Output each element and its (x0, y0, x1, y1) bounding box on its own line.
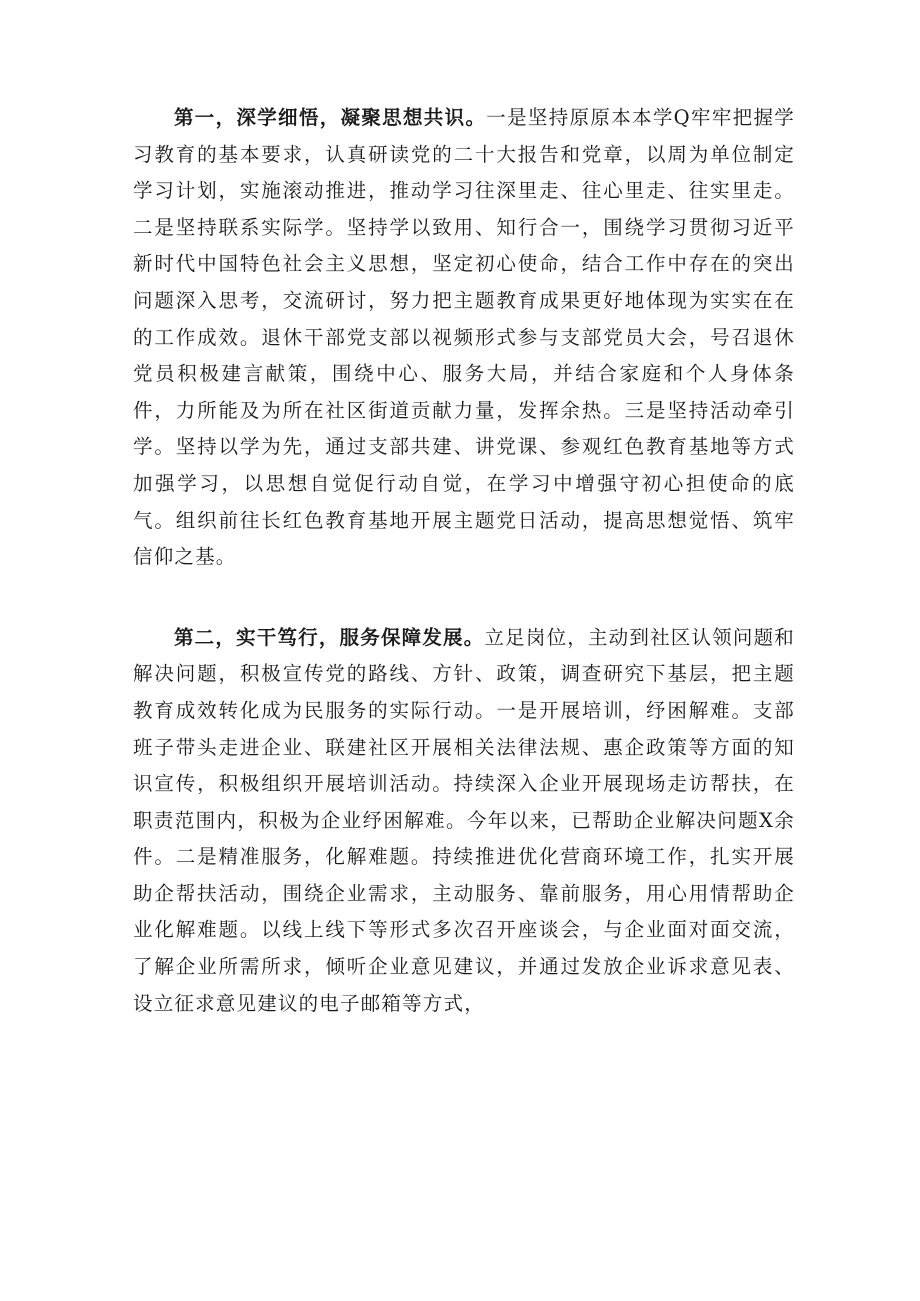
paragraph-body: 一是坚持原原本本学Q牢牢把握学习教育的基本要求，认真研读党的二十大报告和党章，以周为单位制定学习计划，实施滚动推进，推动学习往深里走、往心里走、往实里走。二是坚持联系实际学。坚持学以致用、知行合一，围绕学习贯彻习近平新时代中国特色社会主义思想，坚定初心使命，结合工作中存在的突出问题深入思考，交流研讨，努力把主题教育成果更好地体现为实实在在的工作成效。退休干部党支部以视频形式参与支部党员大会，号召退休党员积极建言献策，围绕中心、服务大局，并结合家庭和个人身体条件，力所能及为所在社区街道贡献力量，发挥余热。三是坚持活动牵引学。坚持以学为先，通过支部共建、讲党课、参观红色教育基地等方式加强学习，以思想自觉促行动自觉，在学习中增强守初心担使命的底气。组织前往长红色教育基地开展主题党日活动，提高思想觉悟、筑牢信仰之基。 (133, 106, 795, 569)
paragraph-study (133, 100, 795, 576)
paragraph-body: 立足岗位，主动到社区认领问题和解决问题，积极宣传党的路线、方针、政策，调查研究下基层，把主题教育成效转化成为民服务的实际行动。一是开展培训，纾困解难。支部班子带头走进企业、联建社区开展相关法律法规、惠企政策等方面的知识宣传，积极组织开展培训活动。持续深入企业开展现场走访帮扶，在职责范围内，积极为企业纾困解难。今年以来，已帮助企业解决问题X余件。二是精准服务，化解难题。持续推进优化营商环境工作，扎实开展助企帮扶活动，围绕企业需求，主动服务、靠前服务，用心用情帮助企业化解难题。以线上线下等形式多次召开座谈会，与企业面对面交流，了解企业所需所求，倾听企业意见建议，并通过发放企业诉求意见表、设立征求意见建议的电子邮箱等方式， (133, 625, 795, 1015)
paragraph-heading: 第二，实干笃行，服务保障发展。 (173, 625, 485, 649)
document-page (133, 100, 795, 1022)
paragraph-heading: 第一，深学细悟，凝聚思想共识。 (173, 106, 487, 129)
paragraph-practice (133, 620, 795, 1023)
